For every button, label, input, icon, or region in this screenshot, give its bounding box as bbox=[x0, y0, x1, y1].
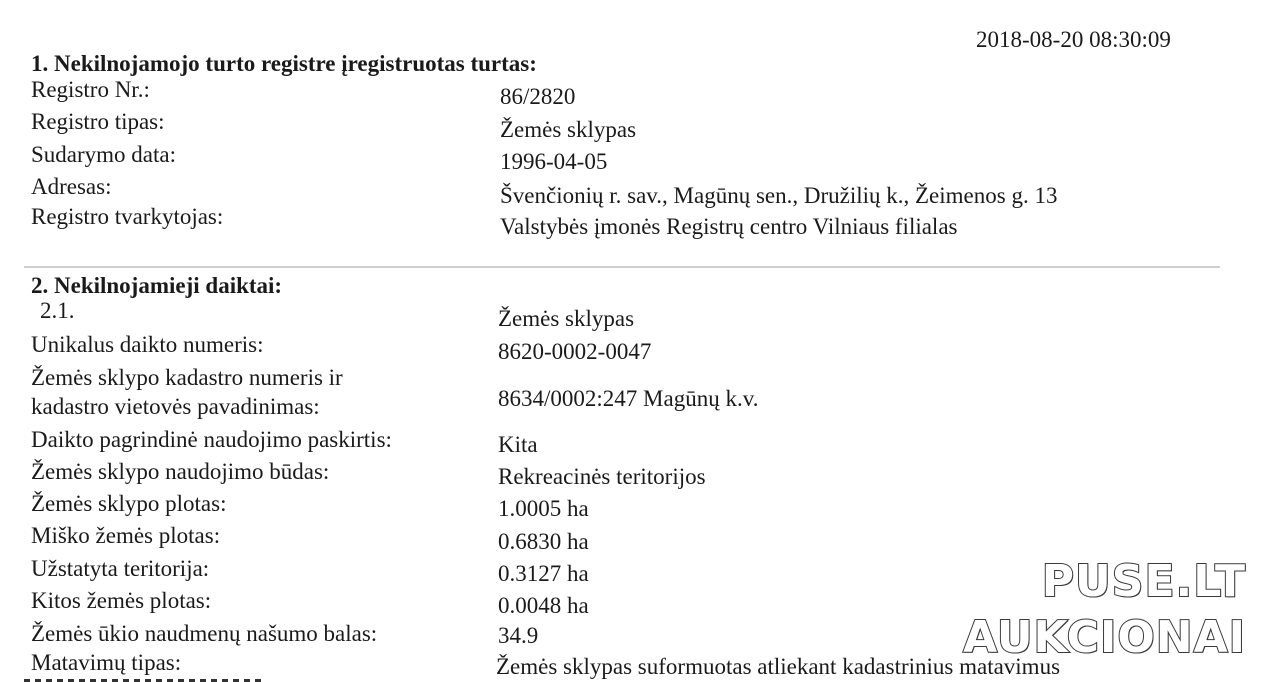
document-timestamp: 2018-08-20 08:30:09 bbox=[976, 27, 1171, 52]
registry-manager-value: Valstybės įmonės Registrų centro Vilniaus filialas bbox=[500, 214, 958, 239]
cut-off-text-fragment bbox=[24, 676, 264, 682]
unique-number-label: Unikalus daikto numeris: bbox=[31, 332, 264, 357]
address-value: Švenčionių r. sav., Magūnų sen., Družilių k., Žeimenos g. 13 bbox=[500, 183, 1058, 208]
main-purpose-value: Kita bbox=[498, 432, 538, 457]
section-2-title: 2. Nekilnojamieji daiktai: bbox=[31, 273, 283, 298]
cadastral-number-label: Žemės sklypo kadastro numeris ir bbox=[31, 365, 343, 390]
forest-area-value: 0.6830 ha bbox=[498, 529, 589, 554]
measurement-type-value: Žemės sklypas suformuotas atliekant kadastrinius matavimus bbox=[496, 654, 1061, 679]
other-land-area-label: Kitos žemės plotas: bbox=[31, 588, 212, 613]
built-area-value: 0.3127 ha bbox=[498, 561, 589, 586]
other-land-area-value: 0.0048 ha bbox=[498, 593, 589, 618]
cadastral-area-label: kadastro vietovės pavadinimas: bbox=[31, 394, 320, 419]
main-purpose-label: Daikto pagrindinė naudojimo paskirtis: bbox=[31, 427, 392, 452]
item-type: Žemės sklypas bbox=[498, 306, 635, 331]
productivity-score-value: 34.9 bbox=[498, 623, 539, 648]
unique-number-value: 8620-0002-0047 bbox=[498, 339, 652, 364]
plot-area-value: 1.0005 ha bbox=[498, 496, 589, 521]
cadastral-number-value: 8634/0002:247 Magūnų k.v. bbox=[498, 386, 759, 411]
registry-type-value: Žemės sklypas bbox=[500, 117, 637, 142]
use-mode-label: Žemės sklypo naudojimo būdas: bbox=[31, 459, 330, 484]
productivity-score-label: Žemės ūkio naudmenų našumo balas: bbox=[31, 621, 378, 646]
address-label: Adresas: bbox=[31, 174, 112, 199]
watermark-line-2: AUKCIONAI bbox=[963, 612, 1246, 663]
registry-number-label: Registro Nr.: bbox=[31, 77, 150, 102]
plot-area-label: Žemės sklypo plotas: bbox=[31, 491, 227, 516]
registry-number-value: 86/2820 bbox=[500, 84, 576, 109]
watermark-line-1: PUSE.LT bbox=[1041, 556, 1246, 607]
built-area-label: Užstatyta teritorija: bbox=[31, 556, 210, 581]
measurement-type-label: Matavimų tipas: bbox=[31, 650, 182, 675]
registry-manager-label: Registro tvarkytojas: bbox=[31, 204, 224, 229]
section-1-title: 1. Nekilnojamojo turto registre įregistruotas turtas: bbox=[31, 51, 537, 76]
creation-date-value: 1996-04-05 bbox=[500, 149, 608, 174]
use-mode-value: Rekreacinės teritorijos bbox=[498, 464, 706, 489]
creation-date-label: Sudarymo data: bbox=[31, 142, 176, 167]
registry-type-label: Registro tipas: bbox=[31, 109, 165, 134]
forest-area-label: Miško žemės plotas: bbox=[31, 523, 221, 548]
item-number: 2.1. bbox=[40, 298, 75, 323]
section-divider bbox=[24, 266, 1220, 268]
